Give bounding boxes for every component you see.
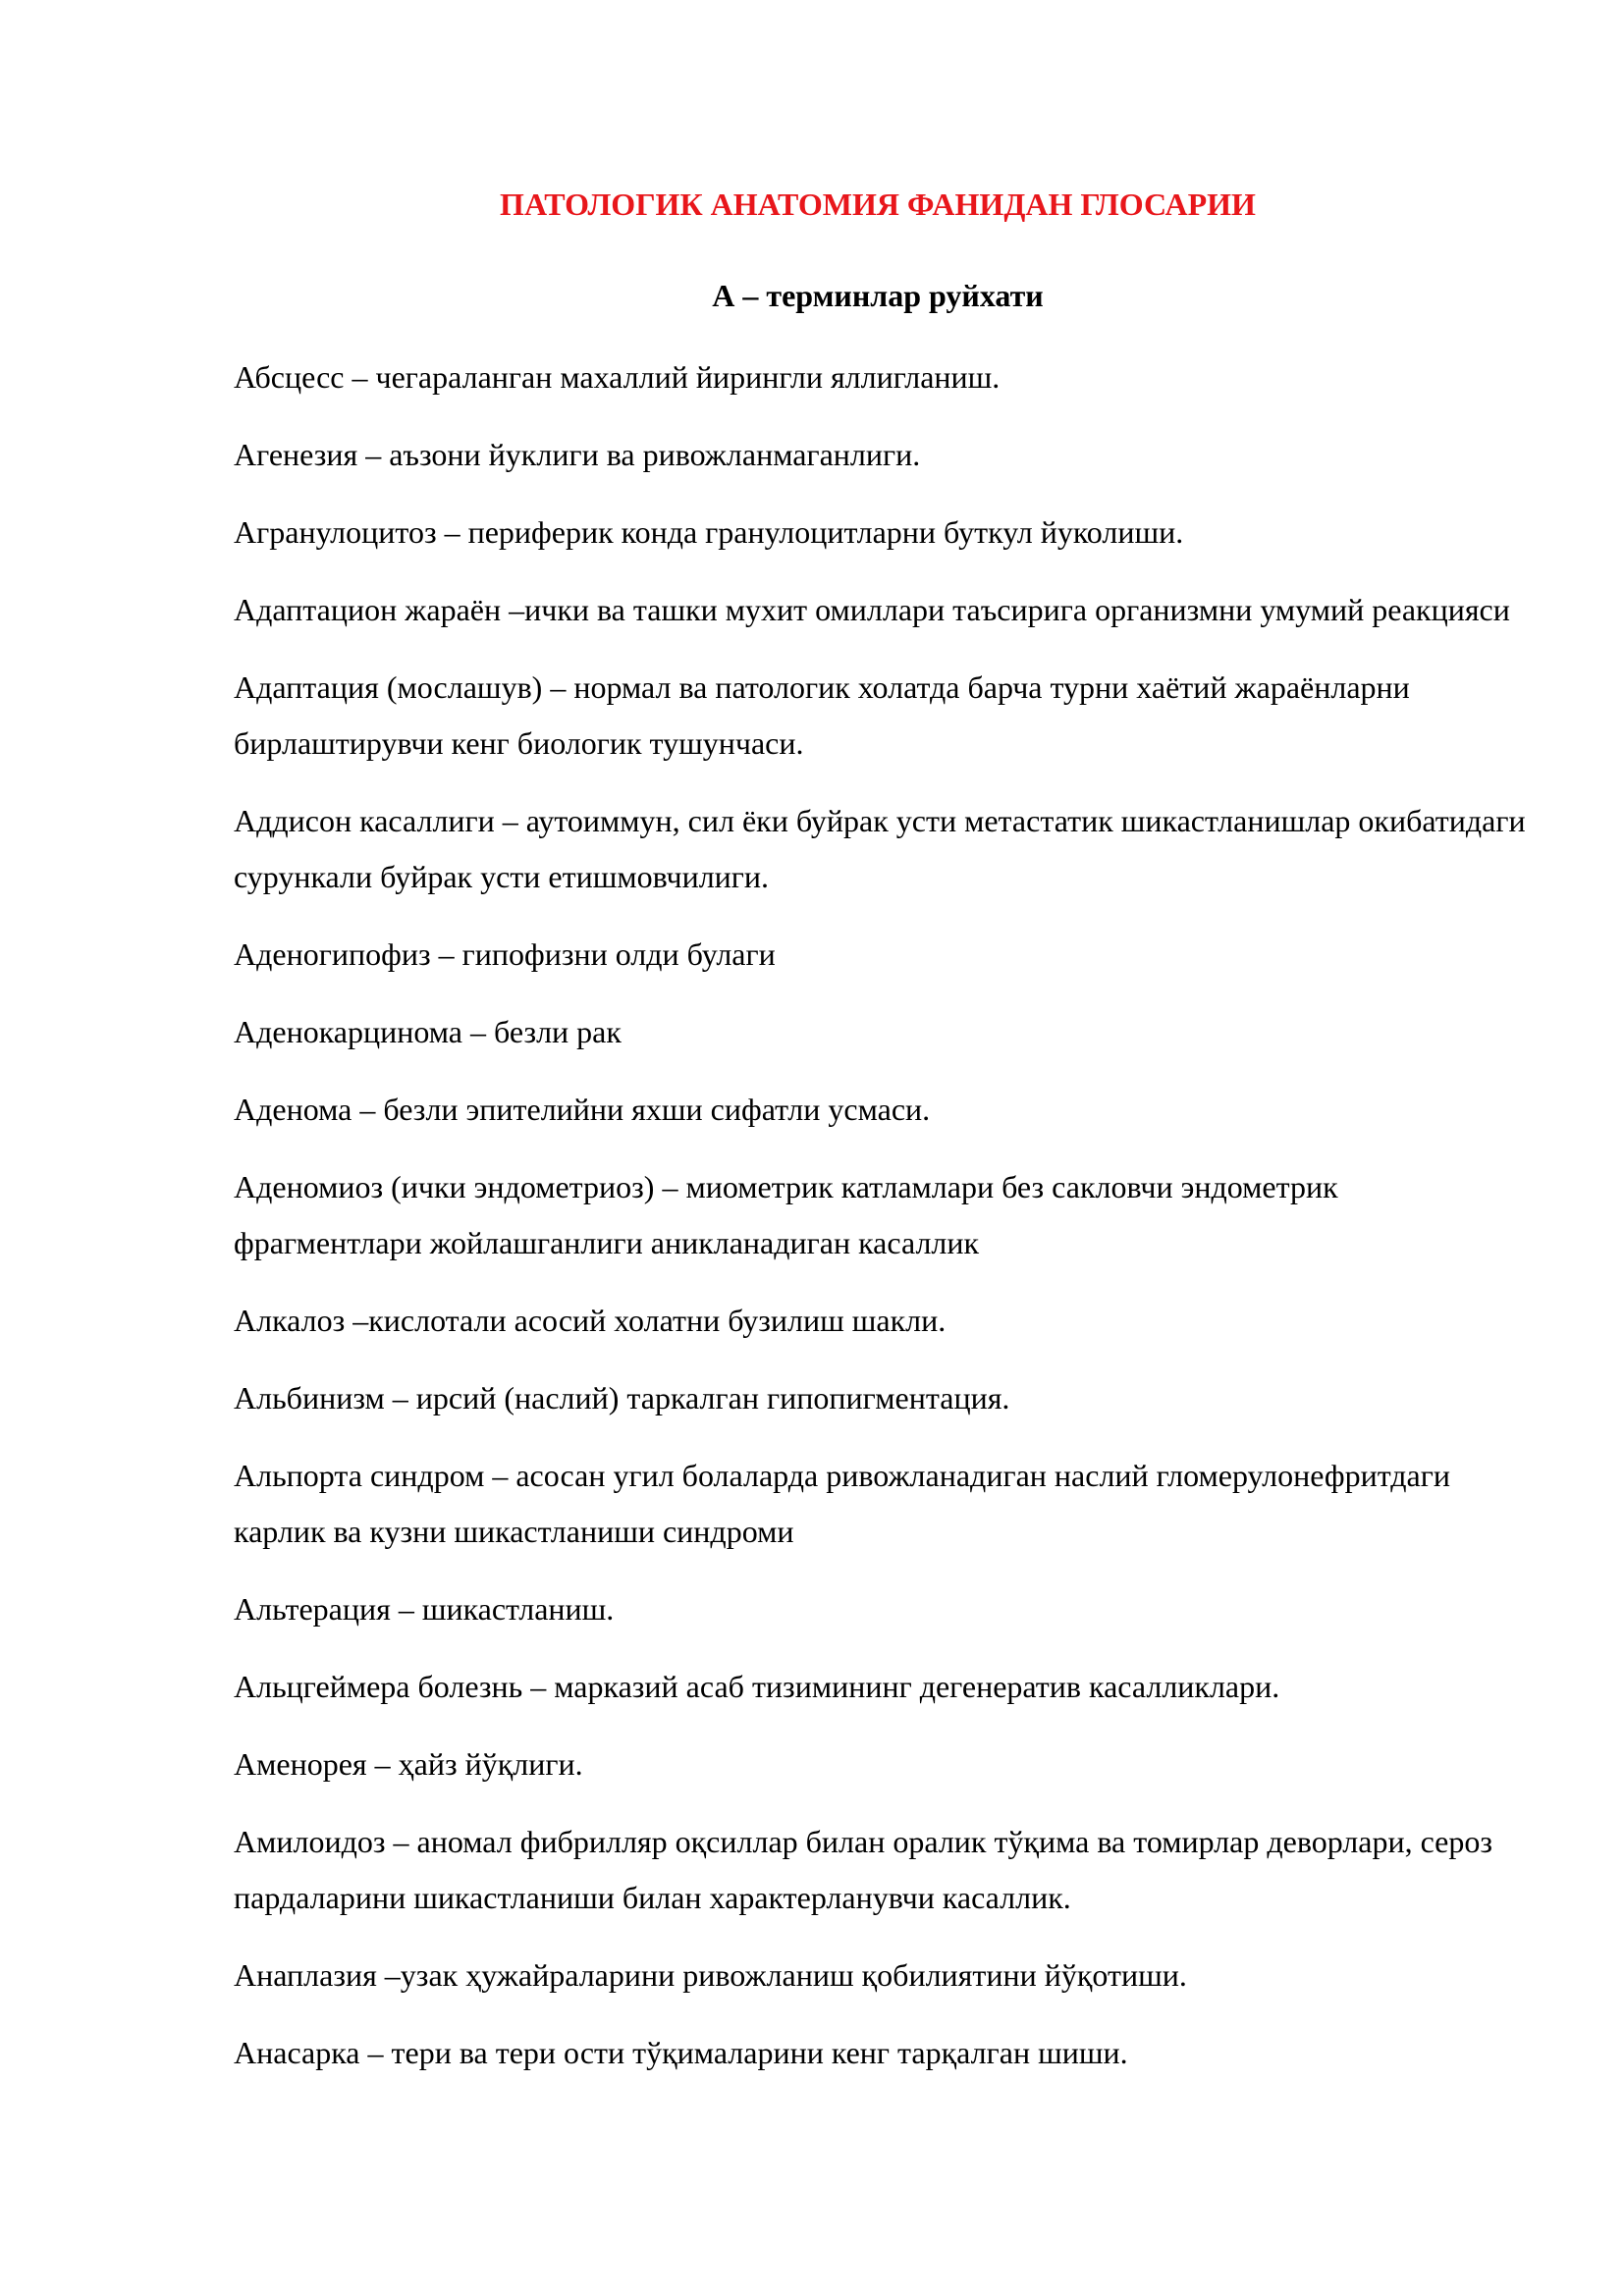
glossary-entry-addison-disease: Аддисон касаллиги – аутоиммун, сил ёки буйрак усти метастатик шикастланишлар окибатидаги сурункали буйрак усти етишмовчилиги. (234, 803, 1526, 894)
glossary-entry-anasarca: Анасарка – тери ва тери ости тўқималарини кенг тарқалган шиши. (234, 2035, 1128, 2070)
glossary-entry-agranulocytosis: Агранулоцитоз – периферик конда гранулоцитларни буткул йуколиши. (234, 514, 1184, 550)
glossary-entry-alzheimer-disease: Альцгеймера болезнь – марказий асаб тизимининг дегенератив касалликлари. (234, 1669, 1280, 1704)
glossary-entry-adaptation: Адаптация (мослашув) – нормал ва патологик холатда барча турни хаётий жараёнларни бирлаштирувчи кенг биологик тушунчаси. (234, 669, 1410, 761)
section-heading: А – терминлар руйхати (712, 278, 1044, 313)
glossary-entry-alkalosis: Алкалоз –кислотали асосий холатни бузилиш шакли. (234, 1303, 947, 1338)
glossary-entry-anaplasia: Анаплазия –узак ҳужайраларини ривожланиш қобилиятини йўқотиши. (234, 1957, 1187, 1993)
glossary-entry-adenoma: Аденома – безли эпителийни яхши сифатли усмаси. (234, 1092, 931, 1127)
glossary-entry-adenomyosis: Аденомиоз (ички эндометриоз) – миометрик катламлари без сакловчи эндометрик фрагментлари жойлашганлиги аникланадиган касаллик (234, 1169, 1338, 1260)
glossary-entry-alteration: Альтерация – шикастланиш. (234, 1591, 615, 1627)
glossary-entry-amyloidosis: Амилоидоз – аномал фибрилляр оқсиллар билан оралик тўқима ва томирлар деворлари, сероз пардаларини шикастланиши билан характерланувчи касаллик. (234, 1824, 1493, 1915)
glossary-entry-agenesis: Агенезия – аъзони йуклиги ва ривожланмаганлиги. (234, 437, 921, 472)
glossary-entry-adaptive-process: Адаптацион жараён –ички ва ташки мухит омиллари таъсирига организмни умумий реакцияси (234, 592, 1510, 627)
glossary-list (234, 349, 1530, 2103)
glossary-entry-adenocarcinoma: Аденокарцинома – безли рак (234, 1014, 622, 1049)
glossary-entry-albinism: Альбинизм – ирсий (наслий) таркалган гипопигментация. (234, 1380, 1010, 1415)
document-title: ПАТОЛОГИК АНАТОМИЯ ФАНИДАН ГЛОСАРИИ (500, 187, 1256, 222)
glossary-entry-alport-syndrome: Альпорта синдром – асосан угил болаларда ривожланадиган наслий гломерулонефритдаги карлик ва кузни шикастланиши синдроми (234, 1458, 1450, 1549)
glossary-entry-abscess: Абсцесс – чегараланган махаллий йирингли яллигланиш. (234, 359, 1001, 395)
glossary-entry-amenorrhea: Аменорея – ҳайз йўқлиги. (234, 1746, 583, 1782)
glossary-entry-adenohypophysis: Аденогипофиз – гипофизни олди булаги (234, 936, 776, 972)
